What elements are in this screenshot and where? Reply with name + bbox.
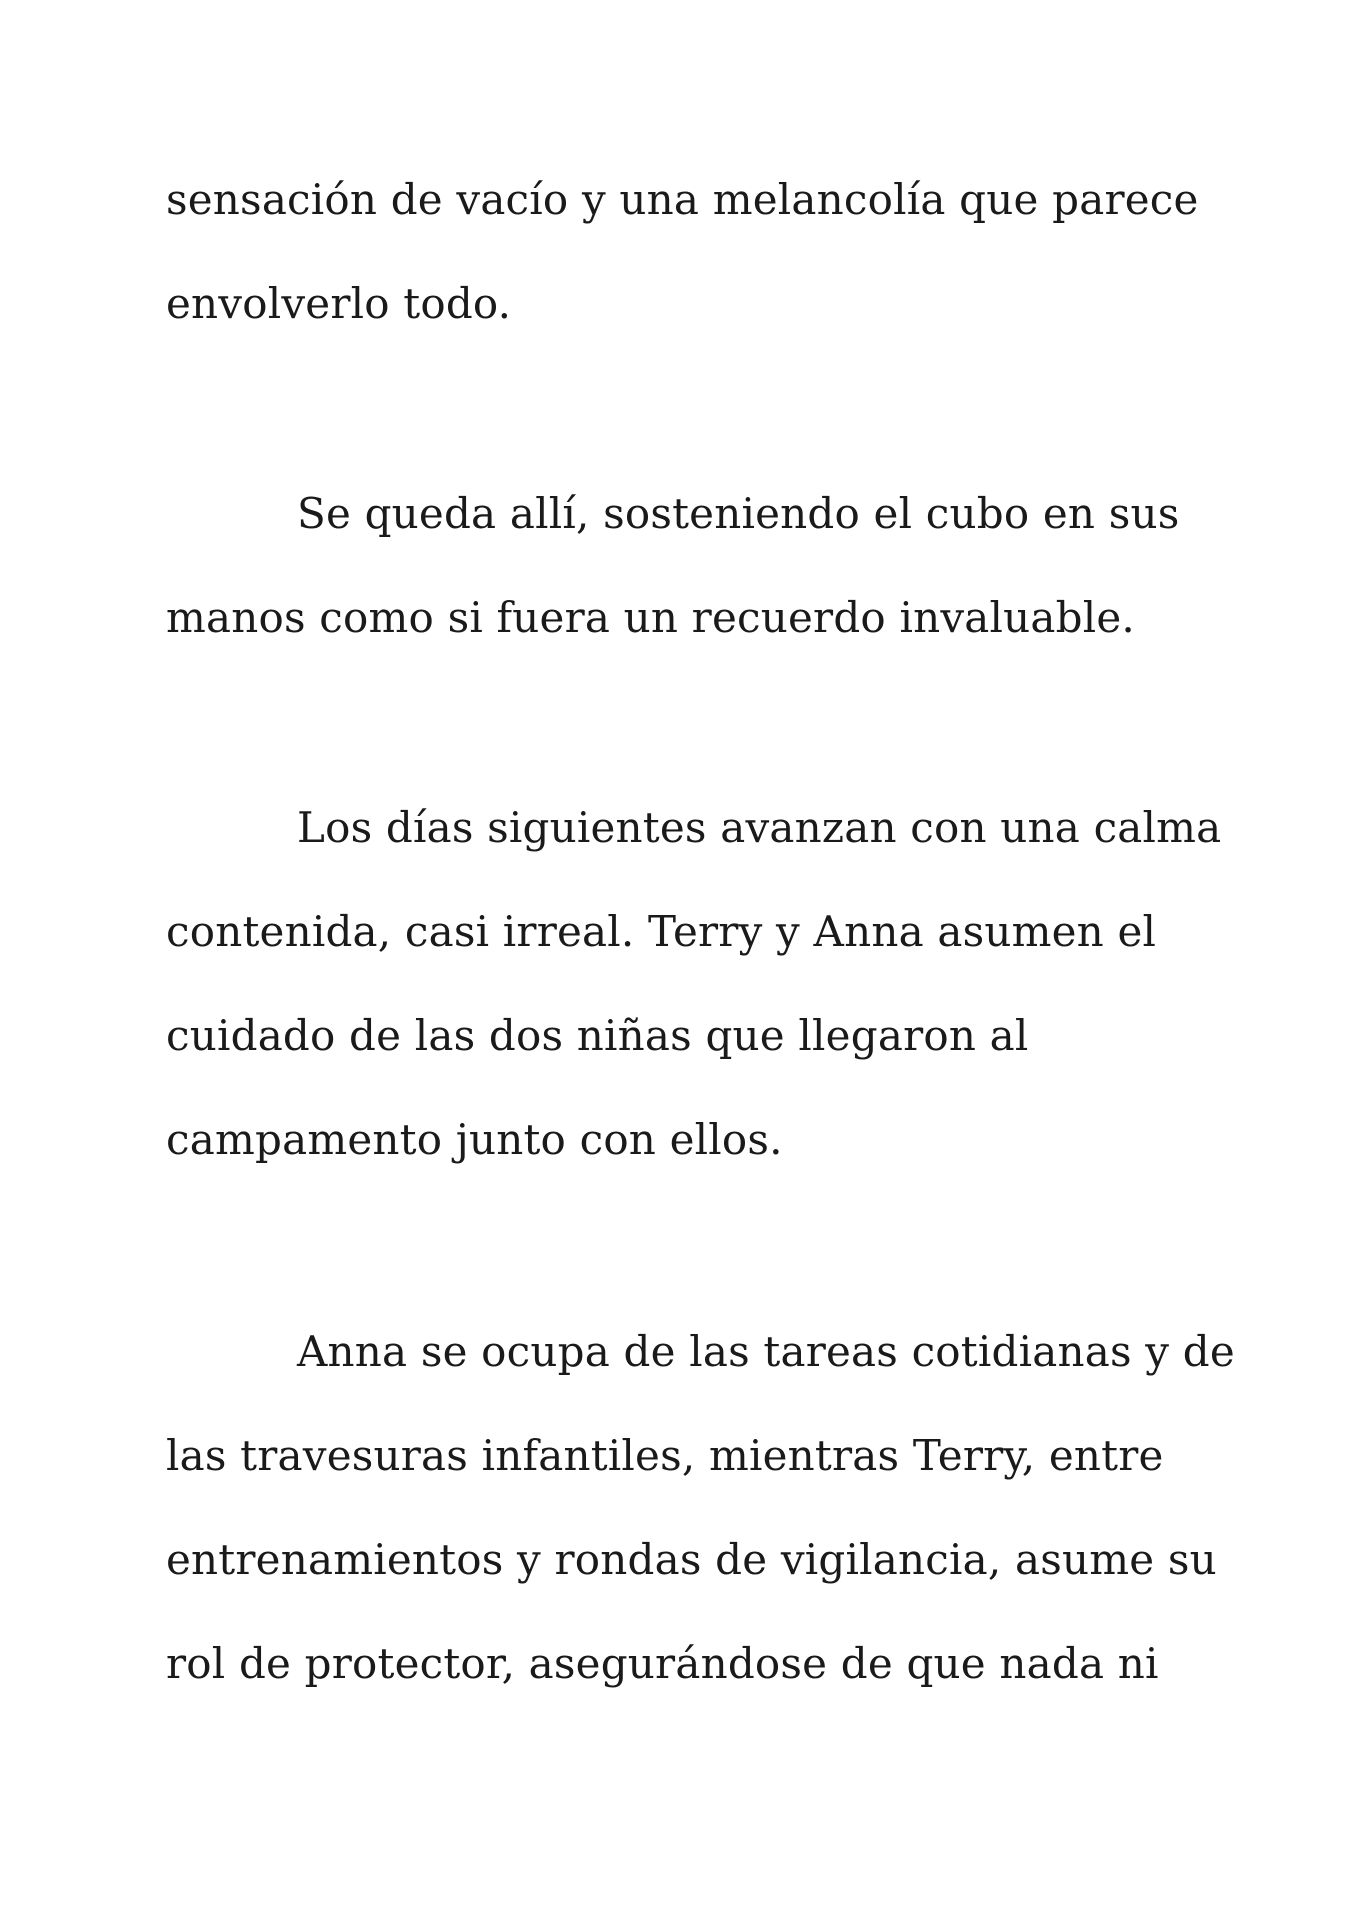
body-text-line: contenida, casi irreal. Terry y Anna asumen el [166, 907, 1157, 956]
body-text-line: Anna se ocupa de las tareas cotidianas y de [297, 1327, 1235, 1376]
body-text-line: las travesuras infantiles, mientras Terry, entre [166, 1431, 1164, 1480]
body-text-line: Se queda allí, sosteniendo el cubo en sus [297, 489, 1180, 538]
body-text-line: rol de protector, asegurándose de que nada ni [166, 1639, 1159, 1688]
body-text-line: manos como si fuera un recuerdo invaluable. [166, 593, 1135, 642]
body-text-line: campamento junto con ellos. [166, 1115, 783, 1164]
body-text-line: sensación de vacío y una melancolía que parece [166, 175, 1199, 224]
body-text-line: cuidado de las dos niñas que llegaron al [166, 1011, 1029, 1060]
body-text-line: Los días siguientes avanzan con una calma [297, 803, 1222, 852]
body-text-line: entrenamientos y rondas de vigilancia, asume su [166, 1535, 1217, 1584]
body-text-line: envolverlo todo. [166, 279, 512, 328]
